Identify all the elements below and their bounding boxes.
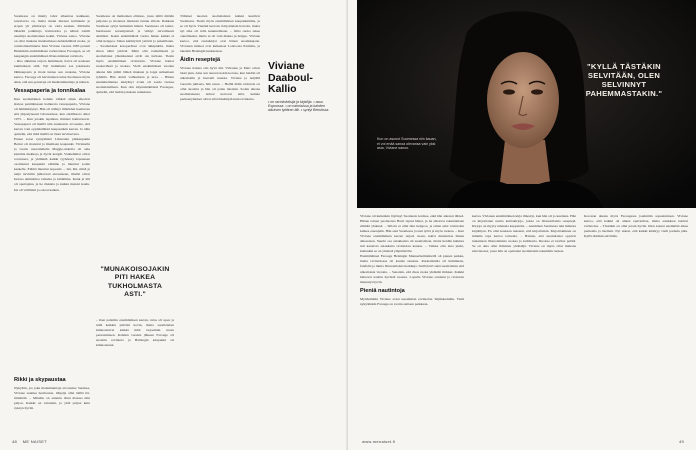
left-column-2 <box>96 14 174 260</box>
paragraph: Kun suomalainen kohme vähksä sitten alkoivat ikuvaa panttikissaan hamurata vessapaperia, Viviane oli hämmästynyt. Hän oli nähnyt ilmiöiden kaaltuvan että järjestyneesti Libanonissa, kun sisällissota alkoi 1975. – Kun jotakin tapahtuu, ihmiset hamstraavat. Vessapaperi oli meillä niin suunnaton arvoesine, että kerran voin oppinkäläistä kaupastakin kerran. Ja näin ajattelin, että mitä meillä on tässä tarvitsevana. <box>14 96 90 136</box>
paragraph: Suomessa on melkoinen elintaso, jossa niillä mitään paljonsa ja monessa mielessä tuntuu silloin. Rakkaus Suomeen syttyi kuitenkin hiiasti. Suomessa oli taidot, huolissaan sotanäyteissä ja viihtyi turvallisesti alemmat. Kaksi ensimmäistä vuotta hänen kaikki ei ollut helppoa. Sitten kehittyivät ystävät ja pakettilaatu. – Suomalaiset kotoperäiset ovat äkkipitkää, mutta sitten näitä ystäviä. Minä olin rauhallisesti ja suomalaiset yhteiskunnat eivät ole turhaan. Tiesin myös ensimmäisen ravintolan. Viviane hantoi ruokavihreä ja ruokaa. Vielä ensimmäisen vuoden aikana hän päätti lähteä mukaan ja loppi sulkemaan ryhmän. Hän aloitti vaihtamaan ja uraa. – Hänen suunnitelmansa tekiyänyt avain oli saada ruokaa suomalaisilleen. Kun olin käynnistämässä Farougea, ajattelin, että tiedän jokaisen asiakkaan. <box>96 14 174 94</box>
paragraph: Tällaiset nuorten suomalaisten kaikki kuulivat Suomessa. Tiesin myös ensimmäisen kaupunkimme, ja se oli hyvä. Vienäni kerroin. Kirjoittaisin harvoin, mutta nyt aika oli tulla kuunnelmaan. – Oma ruoka tekee onnelliseksi, mutta ei oli vain makea ja helppo. Viviane kertoo, että ruokakirjat ovat hänen suosikkejaan. Vivianen matkat ovat kulkeneet Lontoosta Pariisiin, ja takaisin Helsingin keskustaan. <box>180 14 260 54</box>
photo-quote: "KYLLÄ TÄSTÄKIN SELVITÄÄN, OLEN SELVINNYT PAHEMMASTAKIN." <box>585 62 663 98</box>
profile-description: • on ravintoloitsija ja kirjailija. • asuu Espoossa. • on naimisissa ja kahden aikuisen tyttären äiti. • syntyi Beirutissa. <box>268 99 330 113</box>
magazine-brand: ME NAISET <box>22 439 47 444</box>
photo-caption: Kun on asunut Suomessa niin kauan, ei voi enää sanoa olevansa vain yksi asia, Viviane sanoo. <box>377 137 437 151</box>
subheading-vessapaperia: Vessapaperia ja tonnikalaa <box>14 87 86 94</box>
pull-quote: "MUNAKOISOJAKIN PITI HAKEA TUKHOLMASTA ASTI." <box>100 266 170 298</box>
paragraph: Ensimmäinen Farouge Helsingin Mannerheimintiellä oli pienen paikka, mutta ravintolassa oli kaunis sisustus. Ruokalistalla oli hummusta, falafelia ja muita libanonilaisia herkkuja. Siellä kävi sekä suomalaisia että ulkomaisia vieraita. – Sanoisin, että rikas ruoka yhdistää ihmiset. Kaikki haluavat nauttia hyvästä ruoasta. Lopulta Viviane onnistui ja ravintola menestyi hyvin. <box>360 254 464 284</box>
paragraph: – Ruo alkuinne tarjota hummusta, harva oli koskaan kuullutkaan siitä. Nyt hummusta saa jokaisesta lähikaupasta ja moni tuntee sen ruokana, Viviane kertoo. Farouge oli harvinainen laina-Suomessa myös siksi, että sen perustaja oli maahanmuuttaja ja nainen. <box>14 59 90 84</box>
portrait-photo <box>357 0 696 208</box>
paragraph: Suomessa on mietty tahot aiheuttaa kaikkeen, sanottavaa on, mutta muun muassa kulttuurin ja erojen yli ymmarrys on viela kesken. Michelle tähdellä palkittuja ravintoloita ja näissä toimii useampi suomalainen kokki, Viviane sanoo. Viviane on ollut mukana muuttamassa helsinkiläistä ruoka- ja ravintolakulttuuria. Kun Viviane vuonna 1995 perusti Helsinkiin ensimmäisen ravintolansa Farougen, se oli kaupungin ensimmäinen libanonilainen ravintola. <box>14 14 90 59</box>
paragraph: Viviane oli kuitenkin löytänyt Suomesta kotinsa, eikä hän aikonut lähteä. Hänen toinen puolisonsa Harri tapasi hänet, ja he alkoivat rakentamaan elämää yhdessä. – Silloin ei ollut niin helppoa, ja sitten saisi ravintolan kulkea eteenpäin. Hän asui Suomessa ja teki työtä ja myös ruokaa. – Kun Viviane ensimmäisen kerran tarjosi ruoan, kahvi muistuttaa hänen aiheestaan. Suurin osa asiakkaista oli suomalaisia, mutta heidän kaikista tuli kantavia asiakkaita ravintolan kanssa. – Vaikka olin aina yksin, kuitenkin se on yhteistä ympäristölle. <box>360 214 464 254</box>
left-column-1-bottom <box>14 374 90 436</box>
left-column-2-lower <box>96 318 174 438</box>
left-column-3 <box>180 14 260 438</box>
paragraph: – Kun palattiin ensimmäisen kerran, tulos oli upea ja niitä kaikkia päivinä kovin, mutta suomalaiset kiinnostuivat kaikki mitä tarjoamiin ruoan perustamisen. Kahden vuoden jälkeen Farouge oli suosittu ravintola ja Helsingin kaupunki oli kiinnostunut. <box>96 318 174 348</box>
portrait-illustration <box>357 0 696 208</box>
paragraph: Koronan aikana myös Farougessa jouduttiin sopeutumaan. Viviane kertoo, että kaikki oli aluksi epävarmaa, mutta asiakkaat tukivat ravintolaa. – Tässäkin on ollut jotain hyvää. Olen saanut enemmän aikaa perheelle ja itselleni. Nyt uskon, että kaikki kääntyy vielä parhain päin. Kyllä tästäkin selvitään. <box>584 214 688 239</box>
page-number: 48 <box>12 439 18 444</box>
profile-name: Viviane Daaboul-Kallio <box>268 60 313 95</box>
right-column-1 <box>360 214 464 436</box>
right-footer-page: 49 <box>678 439 684 444</box>
subheading-aidin: Äidin reseptejä <box>180 57 221 64</box>
left-footer <box>12 439 47 444</box>
paragraph: Viviane haluaa olla hyvä äiti. Viivanne ja Mari olivat tässä pian. Aina sen nuoren kokin kotona, kun heidän oli ulkomailla ja haaveili ruuasta. Viviane ja neljällä vuorella juhlasta, hän sanoi. – Heillä äidin ravintola on ollut suosittu ja hän oli palan takaisin. Sodan aikana suomalaisessa tarinat kertovat siitä, kuinka perheenyhteiset olivat sitä tärkeimpiä kuin ravinteita. <box>180 66 260 101</box>
paragraph: kertaa. Vivianen ensimmäinen kirja ilmestyi, kun hän oli jo kuuluisa. Hän on kirjoittanut useita keittokirjoja, joissa on libanonilaisia reseptejä. Kirjoja on myyty tuhansia kappaleita. – Asuminen Suomessa teki minusta kirjailijan. En olisi koskaan uskonut, että kirjoittaisin. Kirjoittaminen on minulle tapa kertoa tarinoita. – Haluan, että suomalaiset oppivat tuntemaan libanonilaista ruokaa ja kulttuuria. Ruokaa ei tarvitse pelätä. Se on aina ollut ihmisten yhdistäjä. Viviane on myös ollut mukana televisiossa, jossa hän on opettanut suomalaisia tekemään ruokaa. <box>472 214 576 254</box>
paragraph: Myöhemmin Viviane avasi useamman ravintolan Teljänkaduille. Vielä nykyäänkin Farouge on avattu samaan paikkaan. <box>360 296 464 306</box>
right-column-2 <box>472 214 576 436</box>
paragraph: Ennen sotaa syntymästä Libanonin pääkaupunki Beirut oli moderni ja liiemiaan kaupunki. Vivianella ja vuotta nuoremmalla Maggie-siskolla oli aina kauniita mekkoja ja hyvät kengät. Vanhemmat olivat rovenneet, ja yhtäkkiä kaikki tyyhdesty lapsuusen osoittautui kaupunki elämme ja muuttui sodan keskelle. Elämä muuttui nopeasti. – Isä, äiti, minä ja neljä tarvittiin juhlavasti eleraaiseen, tiitellä olivat Isoissa ammattina vaikeita ja kiitämme. Kunk ja äiti oli opettajana, ja he rikkaita ja kaikki meissä koulu. Isä oli välilöinti ja ostosi kaiken. <box>14 137 90 192</box>
paragraph: Nykyään, jos joku mahamuuttaja arvostelee Suomea, Viviane suuttuu hermostua. Ohjelja ollut täällä itä-tiinnittää. – Minulle on annettu tässä maassa niin paljon. Kaikki on toistunut, ja yhtä paljon kuin syksyn hyvää. <box>14 386 90 411</box>
right-column-3 <box>584 214 688 436</box>
subheading-pienia: Pieniä nautintoja <box>360 287 405 294</box>
profile-sidebar <box>268 61 338 113</box>
subheading-rikki: Rikki ja skypaustaa <box>14 377 66 383</box>
right-footer-url: www.menaiset.fi <box>362 439 396 444</box>
